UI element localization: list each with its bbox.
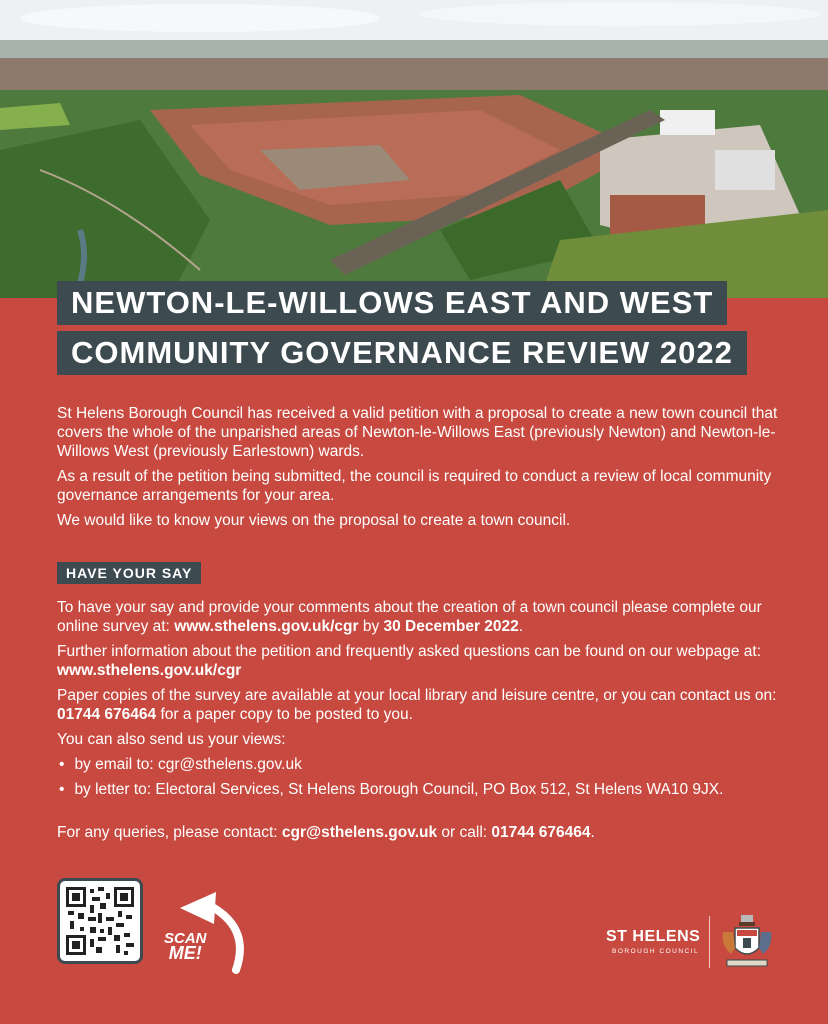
deadline-date: 30 December 2022 bbox=[383, 618, 519, 635]
list-item: • by letter to: Electoral Services, St Helens Borough Council, PO Box 512, St Helens WA10 9JX. bbox=[57, 780, 797, 799]
title-line-2: COMMUNITY GOVERNANCE REVIEW 2022 bbox=[57, 331, 747, 375]
queries-section bbox=[57, 823, 797, 848]
survey-paragraph: To have your say and provide your comments about the creation of a town council please complete our online survey at: www.sthelens.gov.uk/cgr by 30 December 2022. bbox=[57, 599, 762, 635]
phone-number[interactable]: 01744 676464 bbox=[57, 706, 157, 723]
list-item: • by email to: cgr@sthelens.gov.uk bbox=[57, 755, 797, 774]
scan-me-text: SCAN ME! bbox=[164, 930, 207, 963]
webpage-link[interactable]: www.sthelens.gov.uk/cgr bbox=[57, 662, 242, 679]
qr-code-icon bbox=[66, 887, 134, 955]
intro-section bbox=[57, 404, 797, 536]
info-paragraph: Further information about the petition and frequently asked questions can be found on our webpage at: www.sthelens.gov.uk/cgr bbox=[57, 643, 762, 679]
scan-me-graphic bbox=[158, 890, 253, 975]
intro-paragraph: St Helens Borough Council has received a valid petition with a proposal to create a new town council that covers the whole of the unparished areas of Newton-le-Willows East (previously Newton) and Newton-le-Willows West (previously Earlestown) wards. bbox=[57, 405, 778, 460]
hero-aerial-photo bbox=[0, 0, 828, 298]
contact-methods-list bbox=[57, 755, 797, 799]
qr-code[interactable] bbox=[57, 878, 143, 964]
paper-copy-paragraph: Paper copies of the survey are available at your local library and leisure centre, or you can contact us on: 01744 676464 for a paper copy to be posted to you. bbox=[57, 687, 777, 723]
logo-subtitle: BOROUGH COUNCIL bbox=[612, 948, 700, 955]
survey-link[interactable]: www.sthelens.gov.uk/cgr bbox=[174, 618, 359, 635]
council-logo bbox=[606, 914, 776, 970]
intro-paragraph: As a result of the petition being submitted, the council is required to conduct a review of local community governance arrangements for your area. bbox=[57, 468, 772, 504]
logo-name: ST HELENS bbox=[606, 928, 701, 945]
title-line-1: NEWTON-LE-WILLOWS EAST AND WEST bbox=[57, 281, 727, 325]
views-intro: You can also send us your views: bbox=[57, 731, 286, 748]
logo-divider bbox=[709, 916, 710, 968]
intro-paragraph: We would like to know your views on the proposal to create a town council. bbox=[57, 512, 571, 529]
have-your-say-section bbox=[57, 598, 797, 805]
queries-email-link[interactable]: cgr@sthelens.gov.uk bbox=[281, 824, 438, 841]
aerial-town-image bbox=[0, 0, 828, 298]
have-your-say-heading: HAVE YOUR SAY bbox=[57, 562, 201, 584]
queries-phone-number[interactable]: 01744 676464 bbox=[491, 824, 591, 841]
council-crest-icon bbox=[719, 914, 775, 970]
queries-paragraph: For any queries, please contact: cgr@sthelens.gov.uk or call: 01744 676464. bbox=[57, 824, 595, 841]
